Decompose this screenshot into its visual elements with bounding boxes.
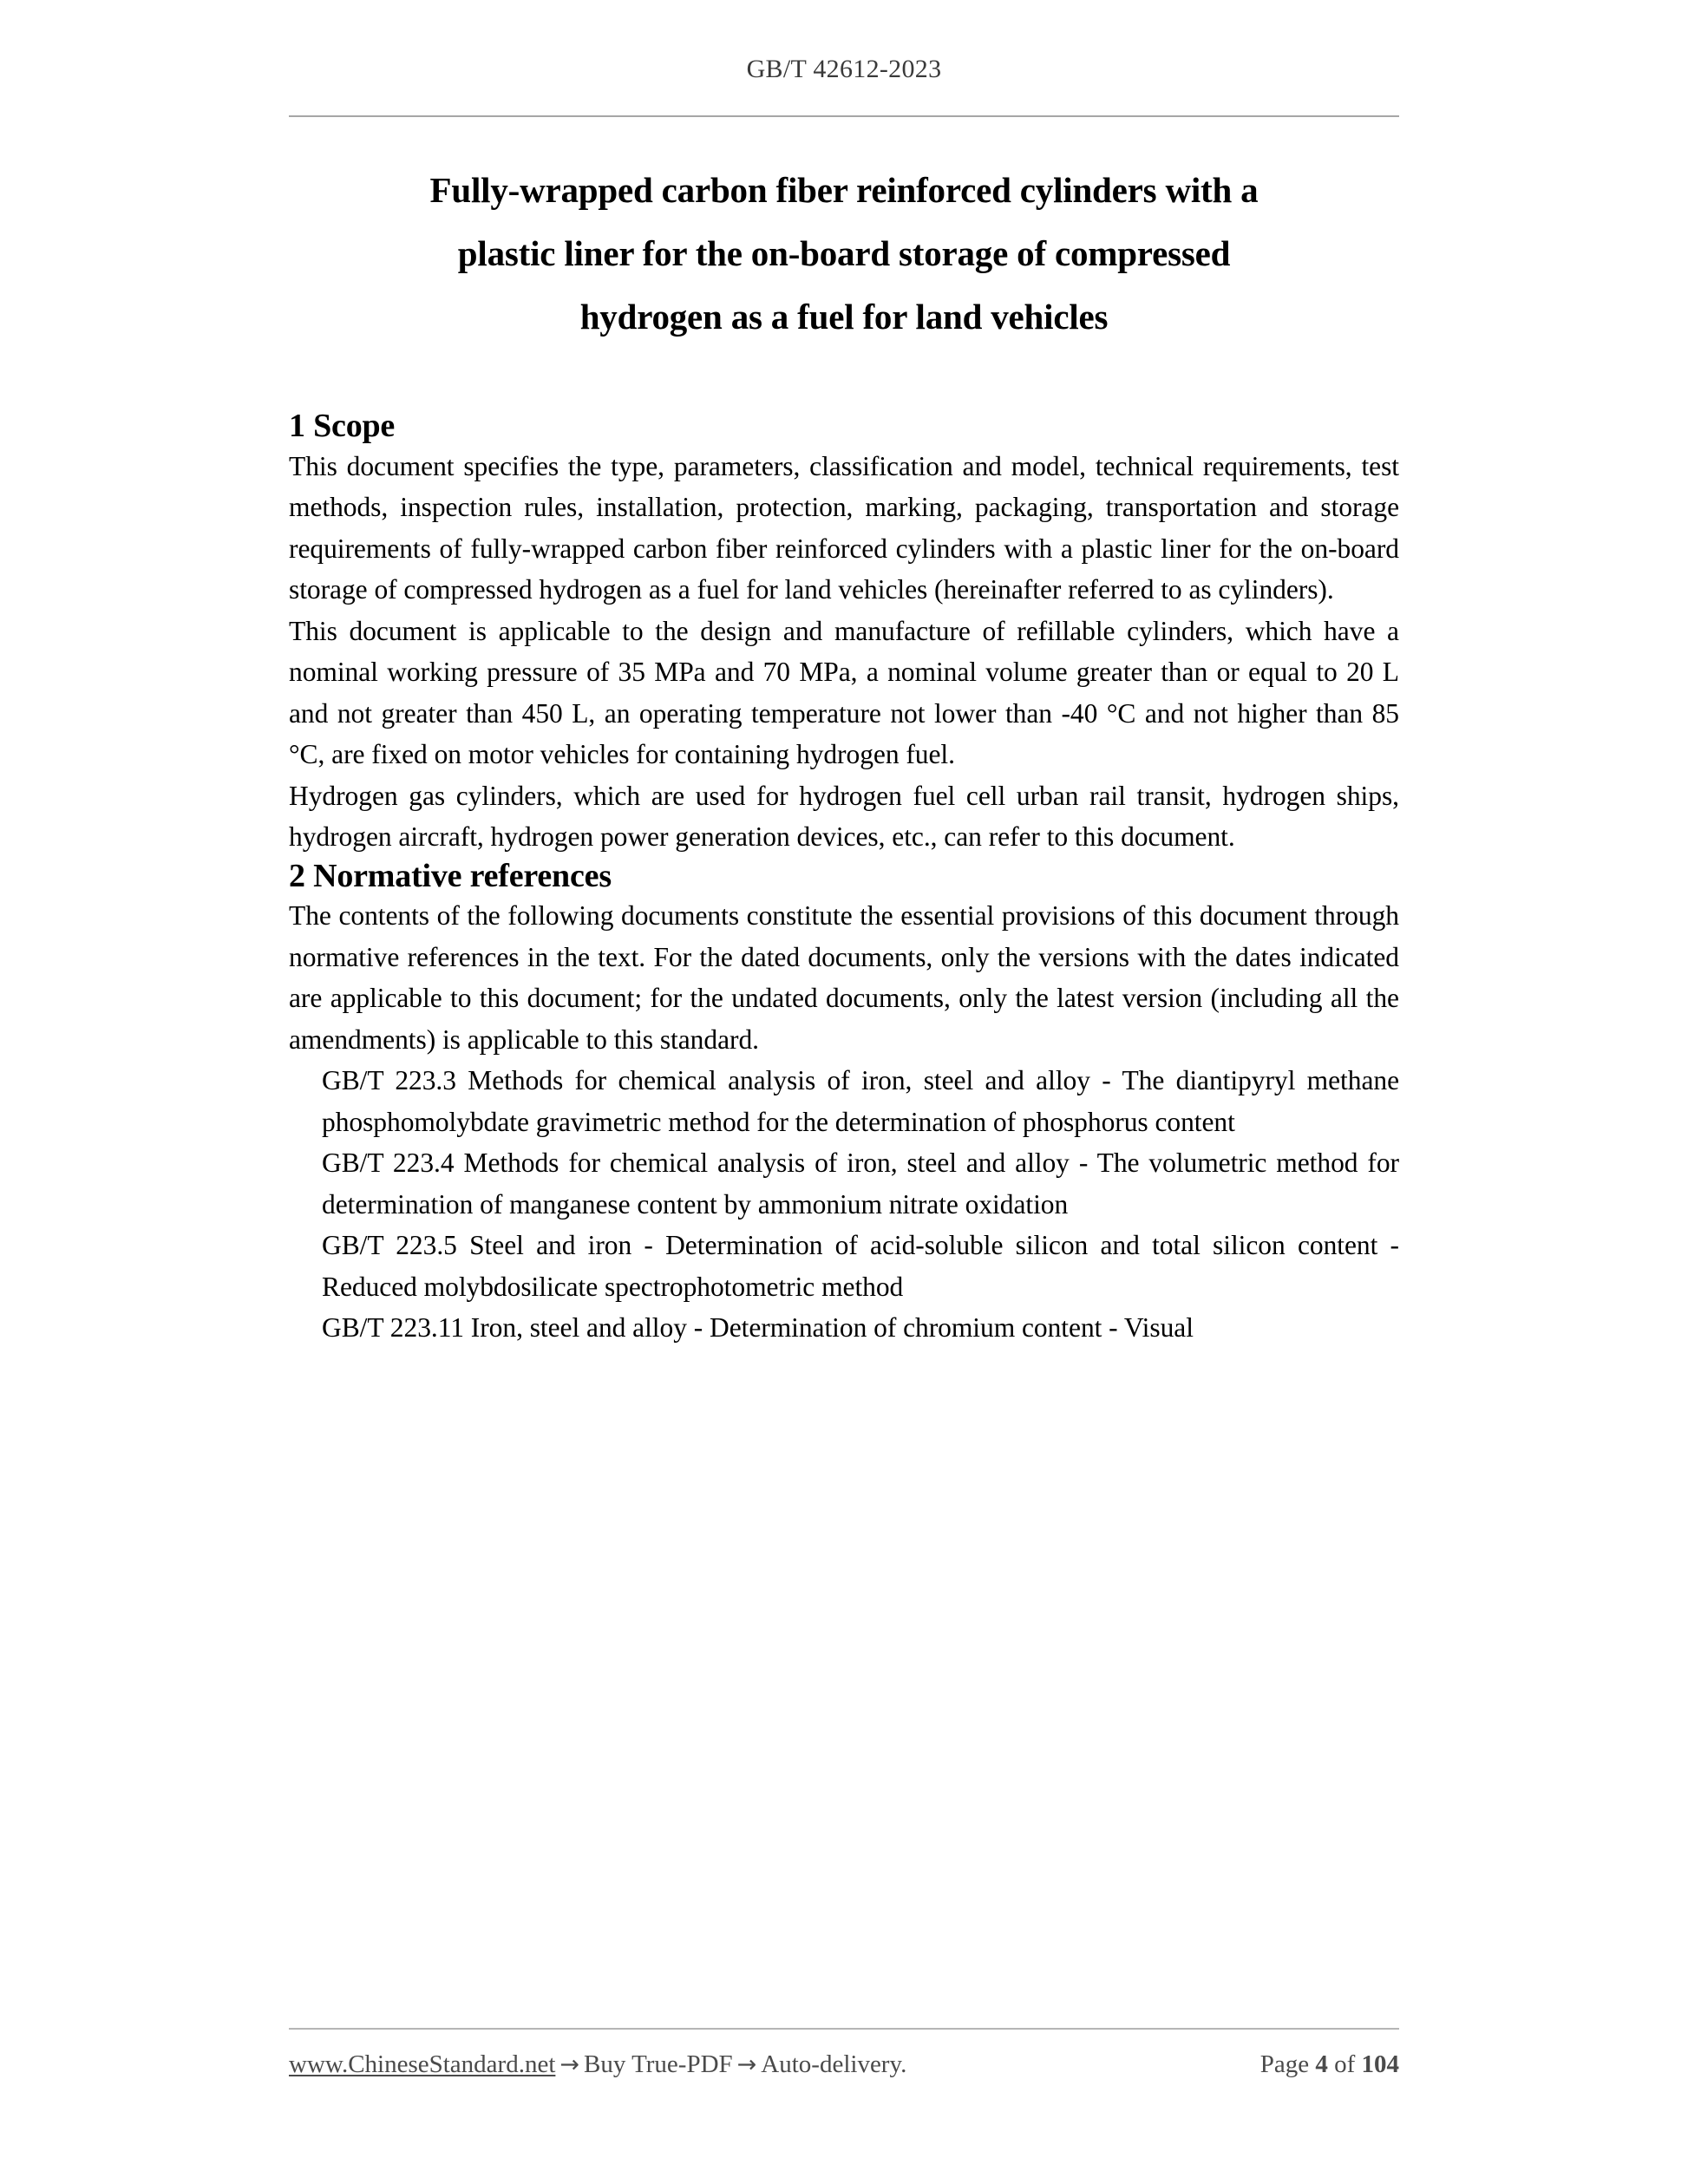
page-footer — [289, 2043, 1399, 2086]
title-line-3: hydrogen as a fuel for land vehicles — [579, 297, 1109, 337]
section-heading-normative-references: 2 Normative references — [289, 857, 612, 894]
reference-item: GB/T 223.5 Steel and iron - Determination of acid-soluble silicon and total silicon content - Reduced molybdosilicate spectrophotometric method — [322, 1230, 1399, 1302]
footer-offer-delivery: Auto-delivery. — [761, 2050, 907, 2078]
normative-references-intro: The contents of the following documents constitute the essential provisions of this document through normative references in the text. For the dated documents, only the versions with the dates indicated are applicable to this document; for the undated documents, only the latest version (including all the amendments) is applicable to this standard. — [289, 900, 1399, 1055]
scope-paragraph-1: This document specifies the type, parameters, classification and model, technical requirements, test methods, inspection rules, installation, protection, marking, packaging, transportation and storage requirements of fully-wrapped carbon fiber reinforced cylinders with a plastic liner for the on-board storage of compressed hydrogen as a fuel for land vehicles (hereinafter referred to as cylinders). — [289, 450, 1399, 605]
section-heading-scope: 1 Scope — [289, 408, 396, 444]
footer-promo — [289, 2043, 906, 2087]
footer-offer-buy: Buy True-PDF — [584, 2050, 733, 2078]
title-line-1: Fully-wrapped carbon fiber reinforced cylinders with a — [429, 170, 1259, 210]
reference-item: GB/T 223.3 Methods for chemical analysis of iron, steel and alloy - The diantipyryl methane phosphomolybdate gravimetric method for the determination of phosphorus content — [322, 1065, 1399, 1137]
header-divider — [289, 115, 1399, 117]
arrow-right-icon: → — [736, 2051, 757, 2078]
chinesestandard-link[interactable]: www.ChineseStandard.net — [289, 2050, 556, 2078]
scope-paragraph-2: This document is applicable to the design and manufacture of refillable cylinders, which have a nominal working pressure of 35 MPa and 70 MPa, a nominal volume greater than or equal to 20 L and not greater than 450 L, an operating temperature not lower than -40 °C and not higher than 85 °C, are fixed on motor vehicles for containing hydrogen fuel. — [289, 615, 1399, 770]
page-indicator — [1260, 2043, 1399, 2086]
scope-paragraph-3: Hydrogen gas cylinders, which are used for hydrogen fuel cell urban rail transit, hydrogen ships, hydrogen aircraft, hydrogen power generation devices, etc., can refer to this document. — [289, 780, 1399, 853]
footer-divider — [289, 2028, 1399, 2030]
standard-code-header: GB/T 42612-2023 — [746, 55, 942, 83]
document-body — [289, 408, 1399, 1349]
arrow-right-icon: → — [559, 2051, 580, 2078]
page-header — [289, 54, 1399, 85]
reference-item: GB/T 223.4 Methods for chemical analysis of iron, steel and alloy - The volumetric method for determination of manganese content by ammonium nitrate oxidation — [322, 1148, 1399, 1220]
of-word: of — [1334, 2050, 1356, 2078]
total-page-count: 104 — [1361, 2050, 1399, 2078]
current-page-number: 4 — [1315, 2050, 1328, 2078]
title-line-2: plastic liner for the on-board storage of compressed — [457, 233, 1231, 273]
document-title — [289, 159, 1399, 349]
reference-item: GB/T 223.11 Iron, steel and alloy - Determination of chromium content - Visual — [322, 1312, 1194, 1344]
page-word: Page — [1259, 2050, 1310, 2078]
